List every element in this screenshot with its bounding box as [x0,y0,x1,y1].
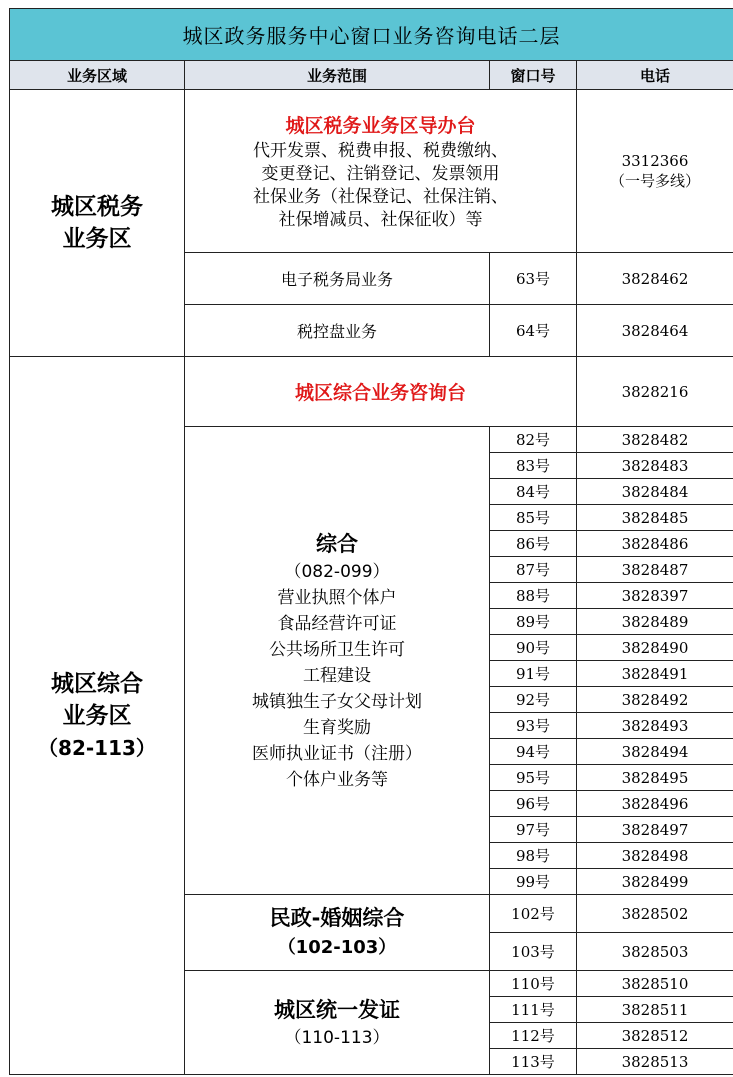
zone-tax-line1: 城区税务 [51,194,143,220]
zone-tax [10,90,185,357]
table-row-window: 99号 [490,869,577,895]
table-row-window: 110号 [490,971,577,997]
table-row-window: 91号 [490,661,577,687]
header-scope: 业务范围 [185,61,490,90]
phone-directory-table [9,8,733,1075]
table-row-window: 89号 [490,609,577,635]
table-row-phone: 3828464 [577,305,733,357]
table-row-window: 97号 [490,817,577,843]
table-row-phone: 3828510 [577,971,733,997]
table-row-phone: 3828502 [577,895,733,933]
table-row-phone: 3828495 [577,765,733,791]
group-unified-license-title: 城区统一发证 [274,997,400,1022]
table-row-phone: 3828492 [577,687,733,713]
table-row-window: 87号 [490,557,577,583]
table-row-window: 86号 [490,531,577,557]
table-row-window: 98号 [490,843,577,869]
table-row-phone: 3828487 [577,557,733,583]
table-row-window: 88号 [490,583,577,609]
table-row-phone: 3828511 [577,997,733,1023]
tax-guide-phone-note: （一号多线） [609,171,700,190]
zone-general [10,357,185,1075]
header-zone: 业务区域 [10,61,185,90]
table-row-scope: 电子税务局业务 [185,253,490,305]
group-general-range: （082-099） [284,561,390,582]
table-row-window: 96号 [490,791,577,817]
table-row-phone: 3828503 [577,933,733,971]
table-row-phone: 3828512 [577,1023,733,1049]
group-general [185,427,490,895]
table-row-phone: 3828489 [577,609,733,635]
page-title: 城区政务服务中心窗口业务咨询电话二层 [10,9,733,61]
table-row-phone: 3828482 [577,427,733,453]
table-row-window: 63号 [490,253,577,305]
tax-guide-desk [185,90,577,253]
table-row-phone: 3828462 [577,253,733,305]
table-row-phone: 3828497 [577,817,733,843]
table-row-phone: 3828483 [577,453,733,479]
table-row-phone: 3828491 [577,661,733,687]
table-row-window: 85号 [490,505,577,531]
general-consult-phone: 3828216 [577,357,733,427]
tax-guide-phone [577,90,733,253]
table-row-window: 83号 [490,453,577,479]
table-row-window: 64号 [490,305,577,357]
group-general-desc: 营业执照个体户 食品经营许可证 公共场所卫生许可 工程建设 城镇独生子女父母计划 生育奖励 医师执业证书（注册） 个体户业务等 [252,587,422,790]
zone-general-range: （82-113） [38,735,156,760]
table-row-window: 113号 [490,1049,577,1075]
table-row-window: 82号 [490,427,577,453]
general-consult-desk: 城区综合业务咨询台 [185,357,577,427]
table-row-phone: 3828498 [577,843,733,869]
table-row-window: 112号 [490,1023,577,1049]
tax-guide-title: 城区税务业务区导办台 [285,114,476,137]
table-row-phone: 3828490 [577,635,733,661]
group-unified-license [185,971,490,1075]
group-civil-affairs-range: （102-103） [277,936,397,958]
table-row-window: 103号 [490,933,577,971]
table-row-window: 84号 [490,479,577,505]
table-row-window: 90号 [490,635,577,661]
table-row-scope: 税控盘业务 [185,305,490,357]
zone-tax-line2: 业务区 [62,226,132,252]
table-row-phone: 3828486 [577,531,733,557]
tax-guide-desc: 代开发票、税费申报、税费缴纳、 变更登记、注销登记、发票领用 社保业务（社保登记、社保注销、 社保增减员、社保征收）等 [253,140,508,230]
table-row-phone: 3828397 [577,583,733,609]
group-unified-license-range: （110-113） [284,1027,390,1048]
table-row-phone: 3828499 [577,869,733,895]
table-row-window: 111号 [490,997,577,1023]
group-general-title: 综合 [316,531,358,556]
group-civil-affairs [185,895,490,971]
table-row-window: 92号 [490,687,577,713]
table-row-phone: 3828496 [577,791,733,817]
tax-guide-phone-number: 3312366 [621,151,689,170]
table-row-phone: 3828485 [577,505,733,531]
table-row-window: 95号 [490,765,577,791]
table-row-phone: 3828513 [577,1049,733,1075]
table-row-phone: 3828493 [577,713,733,739]
group-civil-affairs-title: 民政-婚姻综合 [269,905,405,930]
table-row-phone: 3828494 [577,739,733,765]
table-row-window: 93号 [490,713,577,739]
zone-general-line2: 业务区 [62,702,132,729]
table-row-window: 94号 [490,739,577,765]
table-row-phone: 3828484 [577,479,733,505]
zone-general-line1: 城区综合 [51,670,143,697]
table-row-window: 102号 [490,895,577,933]
header-phone: 电话 [577,61,733,90]
header-window: 窗口号 [490,61,577,90]
